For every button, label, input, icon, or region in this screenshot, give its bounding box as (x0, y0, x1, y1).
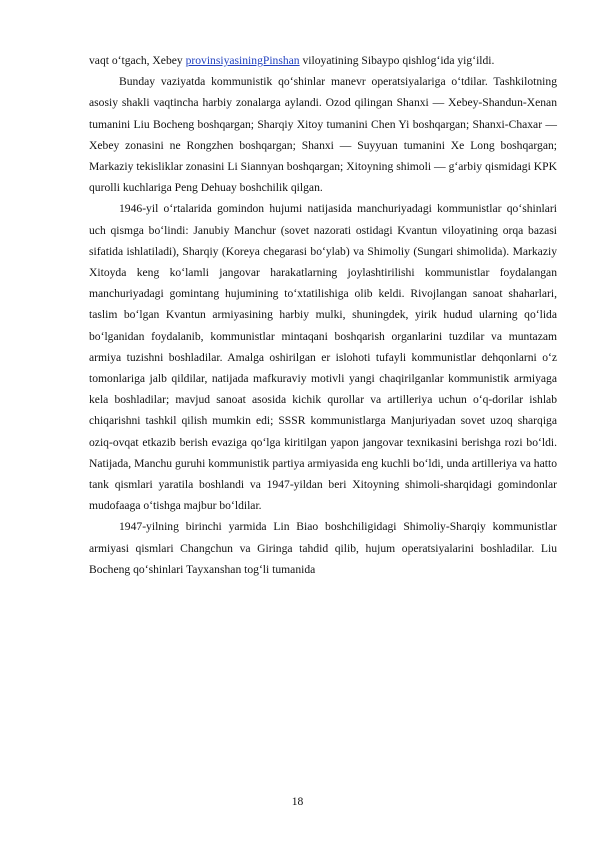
paragraph-3: 1946-yil oʻrtalarida gomindon hujumi natijasida manchuriyadagi kommunistlar qoʻshinlari uch qismga boʻlindi: Janubiy Manchur (sovet nazorati ostidagi Kvantun viloyatining orqa bazasi sifatida ishlatiladi), Sharqiy (Koreya chegarasi boʻylab) va Shimoliy (Sungari shimolida). Markaziy Xitoyda keng koʻlamli jangovar harakatlarning joylashtirilishi kommunistlar foydalangan manchuriyadagi gomintang hujumining toʻxtatilishiga olib keldi. Rivojlangan sanoat shaharlari, taslim boʻlgan Kvantun armiyasining harbiy mulki, shuningdek, yirik hudud ularning qoʻlida boʻlganidan foydalanib, kommunistlar mintaqani boshqarish organlarini tuzdilar va muntazam armiya tuzishni boshladilar. Amalga oshirilgan er islohoti tufayli kommunistlar dehqonlarni oʻz tomonlariga jalb qildilar, natijada mafkuraviy motivli yangi chaqirilganlar kommunistik armiyaga kela boshladilar; mavjud sanoat asosida kichik qurollar va artilleriya uchun oʻq-dorilar ishlab chiqarishni tashkil qilish mumkin edi; SSSR kommunistlarga Manjuriyadan sovet uzoq sharqiga oziq-ovqat etkazib berish evaziga qoʻlga kiritilgan yapon jangovar texnikasini berishga rozi boʻldi. Natijada, Manchu guruhi kommunistik partiya armiyasida eng kuchli boʻldi, unda artilleriya va hatto tank qismlari yaratila boshlandi va 1947-yildan beri Xitoyning shimoli-sharqidagi gomindonlar mudofaaga oʻtishga majbur boʻldilar. (89, 202, 557, 513)
province-link[interactable]: provinsiyasiningPinshan (185, 54, 300, 67)
paragraph-1 (89, 50, 557, 71)
paragraph-1-text-before: vaqt oʻtgach, Xebey (89, 54, 186, 67)
paragraph-2: Bunday vaziyatda kommunistik qoʻshinlar manevr operatsiyalariga oʻtdilar. Tashkilotning asosiy shakli vaqtincha harbiy zonalarga aylandi. Ozod qilingan Shanxi — Xebey-Shandun-Xenan tumanini Liu Bocheng boshqargan; Sharqiy Xitoy tumanini Chen Yi boshqargan; Shanxi-Chaxar — Xebey zonasini ne Rongzhen boshqargan; Shanxi — Suyyuan tumanini Xe Long boshqargan; Markaziy tekisliklar zonasini Li Siannyan boshqargan; Xitoyning shimoli — gʻarbiy qismidagi KPK qurolli kuchlariga Peng Dehuay boshchilik qilgan. (89, 75, 557, 195)
page-number: 18 (291, 795, 304, 808)
document-body (89, 50, 557, 580)
paragraph-1-text-after: viloyatining Sibaypo qishlogʻida yigʻildi. (299, 54, 495, 67)
paragraph-4: 1947-yilning birinchi yarmida Lin Biao boshchiligidagi Shimoliy-Sharqiy kommunistlar armiyasi qismlari Changchun va Giringa tahdid qilib, hujum operatsiyalarini boshladilar. Liu Bocheng qoʻshinlari Tayxanshan togʻli tumanida (89, 520, 557, 576)
